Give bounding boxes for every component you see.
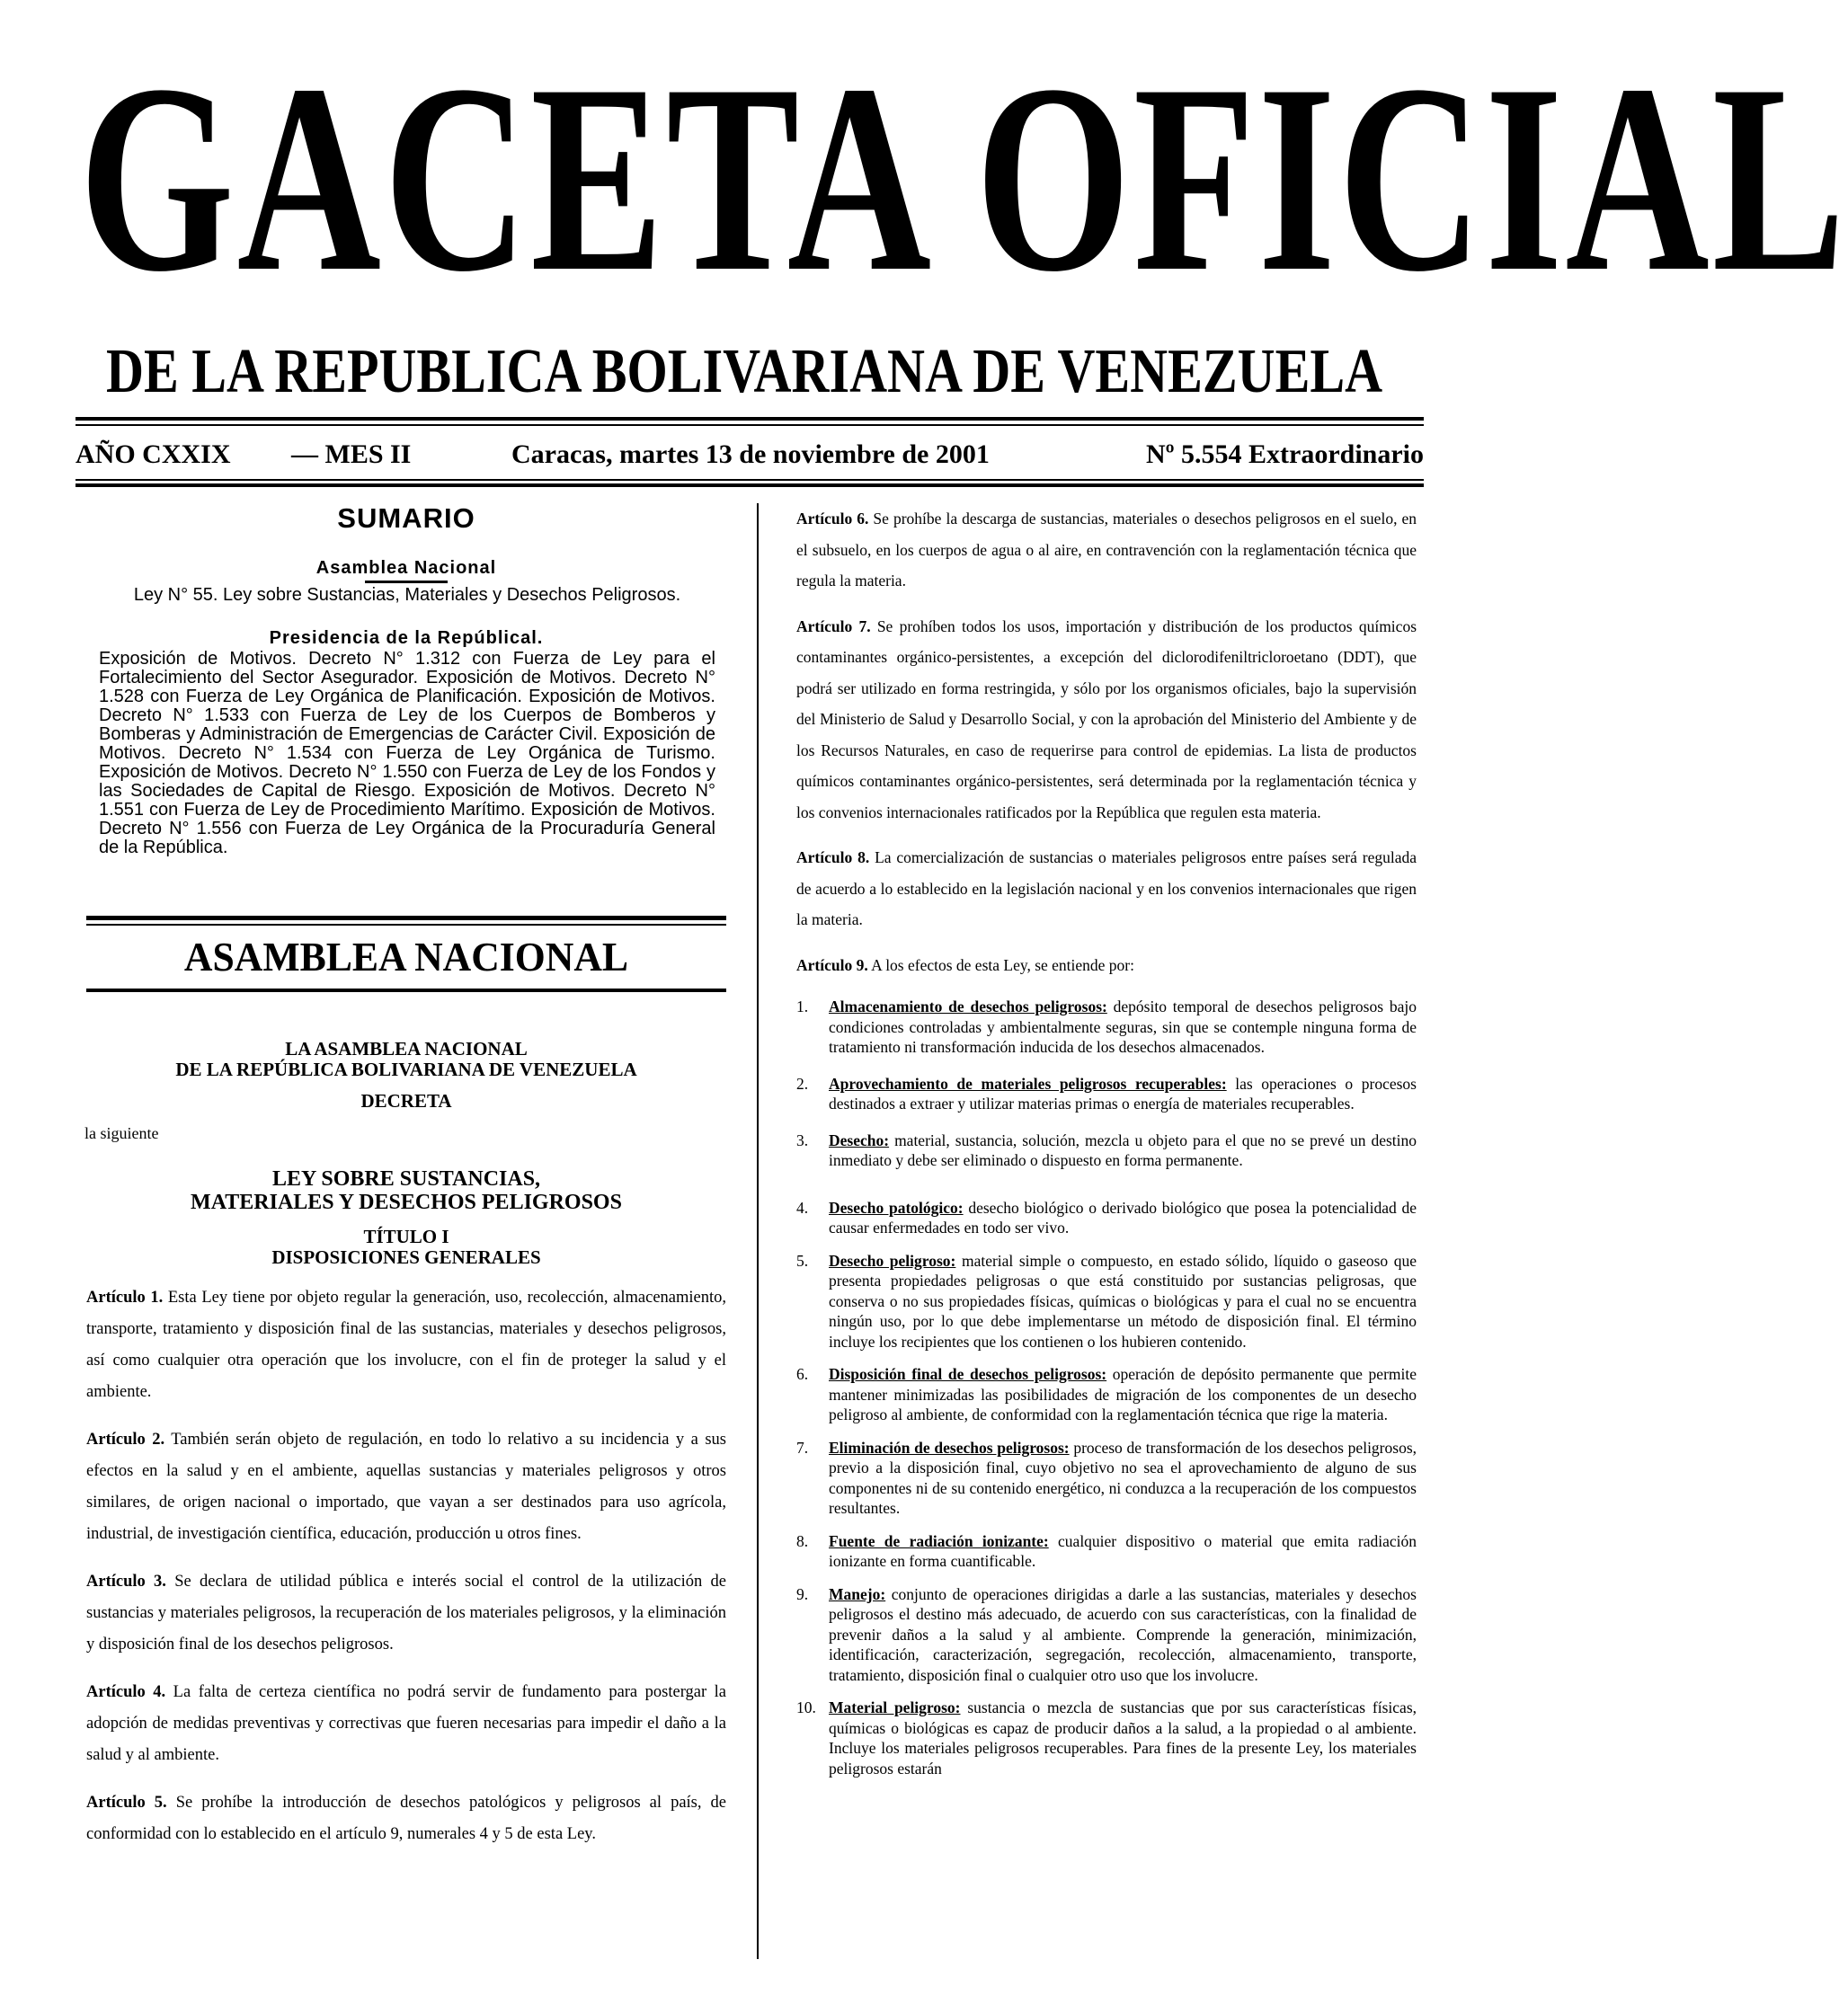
header-rule-thick (76, 417, 1424, 421)
column-divider (757, 503, 759, 1959)
article-8-label: Artículo 8. (796, 848, 870, 866)
definition-term: Aprovechamiento de materiales peligrosos recuperables: (829, 1074, 1227, 1093)
definition-text: las operaciones o procesos destinados a extraer y utilizar materias primas o energía de materiales recuperables. (829, 1074, 1417, 1113)
definition-item (796, 1074, 1417, 1114)
definition-item (796, 1584, 1417, 1686)
definition-term: Desecho: (829, 1130, 890, 1149)
gazette-subtitle: DE LA REPUBLICA BOLIVARIANA DE VENEZUELA (106, 337, 1383, 406)
sumario-heading-asamblea: Asamblea Nacional (315, 558, 497, 578)
gazette-masthead-title: GACETA OFICIAL (79, 29, 1848, 327)
definition-text: conjunto de operaciones dirigidas a darle a las sustancias, materiales y desechos peligrosos el destino más adecuado, de acuerdo con sus características, con la finalidad de prevenir daños a la salud y al ambiente. Comprende la generación, minimización, identificación, caracterización, segregación, recolección, almacenamiento, transporte, tratamiento, disposición final o cualquier otro uso que los involucre. (829, 1584, 1417, 1684)
issue-date: Caracas, martes 13 de noviembre de 2001 (511, 439, 990, 469)
article-2 (86, 1424, 726, 1550)
article-9 (796, 950, 1417, 981)
asamblea-line-2: DE LA REPÚBLICA BOLIVARIANA DE VENEZUELA (175, 1059, 637, 1080)
definition-text: cualquier dispositivo o material que emita radiación ionizante en forma cuantificable. (829, 1531, 1417, 1570)
article-5 (86, 1787, 726, 1850)
article-4-label: Artículo 4. (86, 1683, 166, 1701)
definition-text: operación de depósito permanente que permite mantener minimizadas las posibilidades de migración de los componentes de un desecho peligroso al ambiente, de conformidad con la reglamentación técnica que rige la materia. (829, 1365, 1417, 1423)
article-4 (86, 1677, 726, 1771)
definition-term: Desecho patológico: (829, 1198, 964, 1217)
definition-item (796, 1198, 1417, 1238)
definitions-list (796, 997, 1417, 1778)
issue-number: Nº 5.554 Extraordinario (1145, 439, 1424, 469)
article-6-text: Se prohíbe la descarga de sustancias, materiales o desechos peligrosos en el suelo, en el subsuelo, en los cuerpos de agua o al aire, en contravención con la reglamentación técnica que regula la materia. (796, 510, 1417, 590)
sumario-title: SUMARIO (337, 502, 475, 534)
article-9-text: A los efectos de esta Ley, se entiende por: (871, 955, 1135, 974)
definition-item (796, 1698, 1417, 1778)
issue-year: AÑO CXXIX (76, 439, 231, 469)
definition-number: 7. (796, 1438, 809, 1457)
left-column (86, 490, 726, 1850)
definition-text: material, sustancia, solución, mezcla u objeto para el que no se prevé un destino inmediato y debe ser eliminado o dispuesto en forma permanente. (829, 1130, 1417, 1169)
article-9-label: Artículo 9. (796, 955, 868, 974)
section-rule-top-thick (86, 916, 726, 920)
info-rule-thin (76, 479, 1424, 481)
sumario-text-presidencia: Exposición de Motivos. Decreto N° 1.312 con Fuerza de Ley para el Fortalecimiento del Sector Asegurador. Exposición de Motivos. Decreto N° 1.528 con Fuerza de Ley Orgánica de Planificación. Exposición de Motivos. Decreto N° 1.533 con Fuerza de Ley de los Cuerpos de Bomberos y Bomberas y Administración de Emergencias de Carácter Civil. Exposición de Motivos. Decreto N° 1.534 con Fuerza de Ley Orgánica de Turismo. Exposición de Motivos. Decreto N° 1.550 con Fuerza de Ley de los Fondos y las Sociedades de Capital de Riesgo. Exposición de Motivos. Decreto N° 1.551 con Fuerza de Ley de Procedimiento Marítimo. Exposición de Motivos. Decreto N° 1.556 con Fuerza de Ley Orgánica de la Procuraduría General de la República. (99, 649, 715, 857)
article-5-label: Artículo 5. (86, 1794, 167, 1812)
definition-item (796, 1364, 1417, 1425)
la-siguiente: la siguiente (84, 1124, 159, 1142)
definition-item (796, 1251, 1417, 1352)
definition-item (796, 1130, 1417, 1171)
article-3 (86, 1566, 726, 1661)
definition-text: sustancia o mezcla de sustancias que por sus características físicas, químicas o biológicas es capaz de producir daños a la salud, a la propiedad o al ambiente. Incluye los materiales peligrosos recuperables. Para fines de la presente Ley, los materiales peligrosos estarán (829, 1698, 1417, 1778)
definition-item (796, 1531, 1417, 1572)
definition-number: 4. (796, 1198, 809, 1217)
definition-number: 8. (796, 1531, 809, 1550)
article-6-label: Artículo 6. (796, 510, 869, 528)
definition-text: proceso de transformación de los desechos peligrosos, previo a la disposición final, cuyo objetivo no sea el aprovechamiento de alguno de sus componentes ni de su contenido energético, ni conduzca a la recuperación de los compuestos resultantes. (829, 1438, 1417, 1517)
article-8-text: La comercialización de sustancias o materiales peligrosos entre países será regulada de acuerdo a lo establecido en la legislación nacional y en los convenios internacionales que rigen la materia. (796, 848, 1417, 928)
article-1-text: Esta Ley tiene por objeto regular la generación, uso, recolección, almacenamiento, transporte, tratamiento y disposición final de las sustancias, materiales y desechos peligrosos, así como cualquier otra operación que los involucre, con el fin de proteger la salud y el ambiente. (86, 1289, 727, 1401)
article-6 (796, 503, 1417, 597)
article-8 (796, 842, 1417, 935)
article-1-label: Artículo 1. (86, 1289, 164, 1307)
article-3-text: Se declara de utilidad pública e interés social el control de la utilización de sustancias y materiales peligrosos, la recuperación de los materiales peligrosos, y la eliminación y disposición final de los desechos peligrosos. (86, 1573, 727, 1654)
section-rule-top-thin (86, 924, 726, 926)
article-5-text: Se prohíbe la introducción de desechos patológicos y peligrosos al país, de conformidad con lo establecido en el artículo 9, numerales 4 y 5 de esta Ley. (86, 1794, 726, 1843)
sumario-heading-rule (365, 581, 448, 583)
sumario-text-asamblea: Ley N° 55. Ley sobre Sustancias, Materiales y Desechos Peligrosos. (133, 585, 681, 605)
article-7-text: Se prohíben todos los usos, importación y distribución de los productos químicos contaminantes orgánico-persistentes, a excepción del diclorodifeniltricloroetano (DDT), que podrá ser utilizado en forma restringida, y sólo por los organismos oficiales, bajo la supervisión del Ministerio de Salud y Desarrollo Social, y con la aprobación del Ministerio del Ambiente y de los Recursos Naturales, en caso de requerirse para control de epidemias. La lista de productos químicos contaminantes orgánico-persistentes, será determinada por la reglamentación técnica y los convenios internacionales ratificados por la República que regulen esta materia. (796, 616, 1417, 821)
definition-number: 3. (796, 1130, 809, 1149)
law-title-line-2: MATERIALES Y DESECHOS PELIGROSOS (191, 1191, 622, 1214)
titulo-label: TÍTULO I (363, 1226, 449, 1247)
definition-number: 9. (796, 1584, 809, 1603)
article-3-label: Artículo 3. (86, 1573, 166, 1591)
article-2-label: Artículo 2. (86, 1431, 165, 1449)
definition-number: 6. (796, 1365, 809, 1383)
info-rule-thick (76, 483, 1424, 487)
header-rule-thin (76, 424, 1424, 426)
article-1 (86, 1282, 726, 1408)
issue-info-row (76, 435, 1424, 474)
definition-term: Disposición final de desechos peligrosos: (829, 1365, 1107, 1383)
article-4-text: La falta de certeza científica no podrá servir de fundamento para postergar la adopción de medidas preventivas y correctivas que fueren necesarias para impedir el daño a la salud y al ambiente. (86, 1683, 727, 1764)
definition-number: 5. (796, 1251, 809, 1270)
definition-item (796, 1438, 1417, 1519)
asamblea-line-1: LA ASAMBLEA NACIONAL (285, 1038, 528, 1060)
article-2-text: También serán objeto de regulación, en todo lo relativo a su incidencia y a sus efectos en la salud y en el ambiente, aquellas sustancias y materiales peligrosos y otros similares, de origen nacional o importado, que vayan a ser destinados para uso agrícola, industrial, de investigación científica, educación, producción u otros fines. (86, 1431, 726, 1543)
article-7-label: Artículo 7. (796, 616, 871, 635)
definition-text: depósito temporal de desechos peligrosos bajo condiciones controladas y ambientalmente seguras, sin que se contemple ninguna forma de tratamiento ni transformación inducida de los desechos almacenados. (829, 998, 1417, 1056)
definition-number: 1. (796, 998, 809, 1015)
definition-text: material simple o compuesto, en estado sólido, líquido o gaseoso que presenta propiedades peligrosas o que está constituido por sustancias peligrosas, que conserva o no sus propiedades físicas, químicas o biológicas y para el cual no se encuentra ningún uso, por lo que debe implementarse un método de disposición final. El término incluye los recipientes que los contienen o los hubieren contenido. (829, 1251, 1417, 1351)
issue-month: — MES II (291, 439, 412, 469)
law-title-line-1: LEY SOBRE SUSTANCIAS, (271, 1167, 541, 1191)
definition-term: Eliminación de desechos peligrosos: (829, 1438, 1070, 1457)
definition-number: 10. (796, 1698, 816, 1716)
definition-term: Desecho peligroso: (829, 1251, 956, 1270)
definition-term: Fuente de radiación ionizante: (829, 1531, 1049, 1550)
sumario-heading-presidencia: Presidencia de la Repúblical. (269, 628, 544, 648)
definition-term: Material peligroso: (829, 1698, 961, 1716)
article-7 (796, 611, 1417, 829)
definition-item (796, 997, 1417, 1058)
section-rule-bottom (86, 989, 726, 992)
definition-term: Almacenamiento de desechos peligrosos: (829, 998, 1107, 1015)
definition-term: Manejo: (829, 1584, 886, 1603)
decreta-label: DECRETA (360, 1090, 452, 1112)
right-column (796, 503, 1417, 1778)
section-title-asamblea: ASAMBLEA NACIONAL (183, 934, 629, 980)
definition-text: desecho biológico o derivado biológico que posea la potencialidad de causar enfermedades en todo ser vivo. (829, 1198, 1417, 1237)
titulo-name: DISPOSICIONES GENERALES (271, 1246, 541, 1268)
definition-number: 2. (796, 1074, 809, 1093)
